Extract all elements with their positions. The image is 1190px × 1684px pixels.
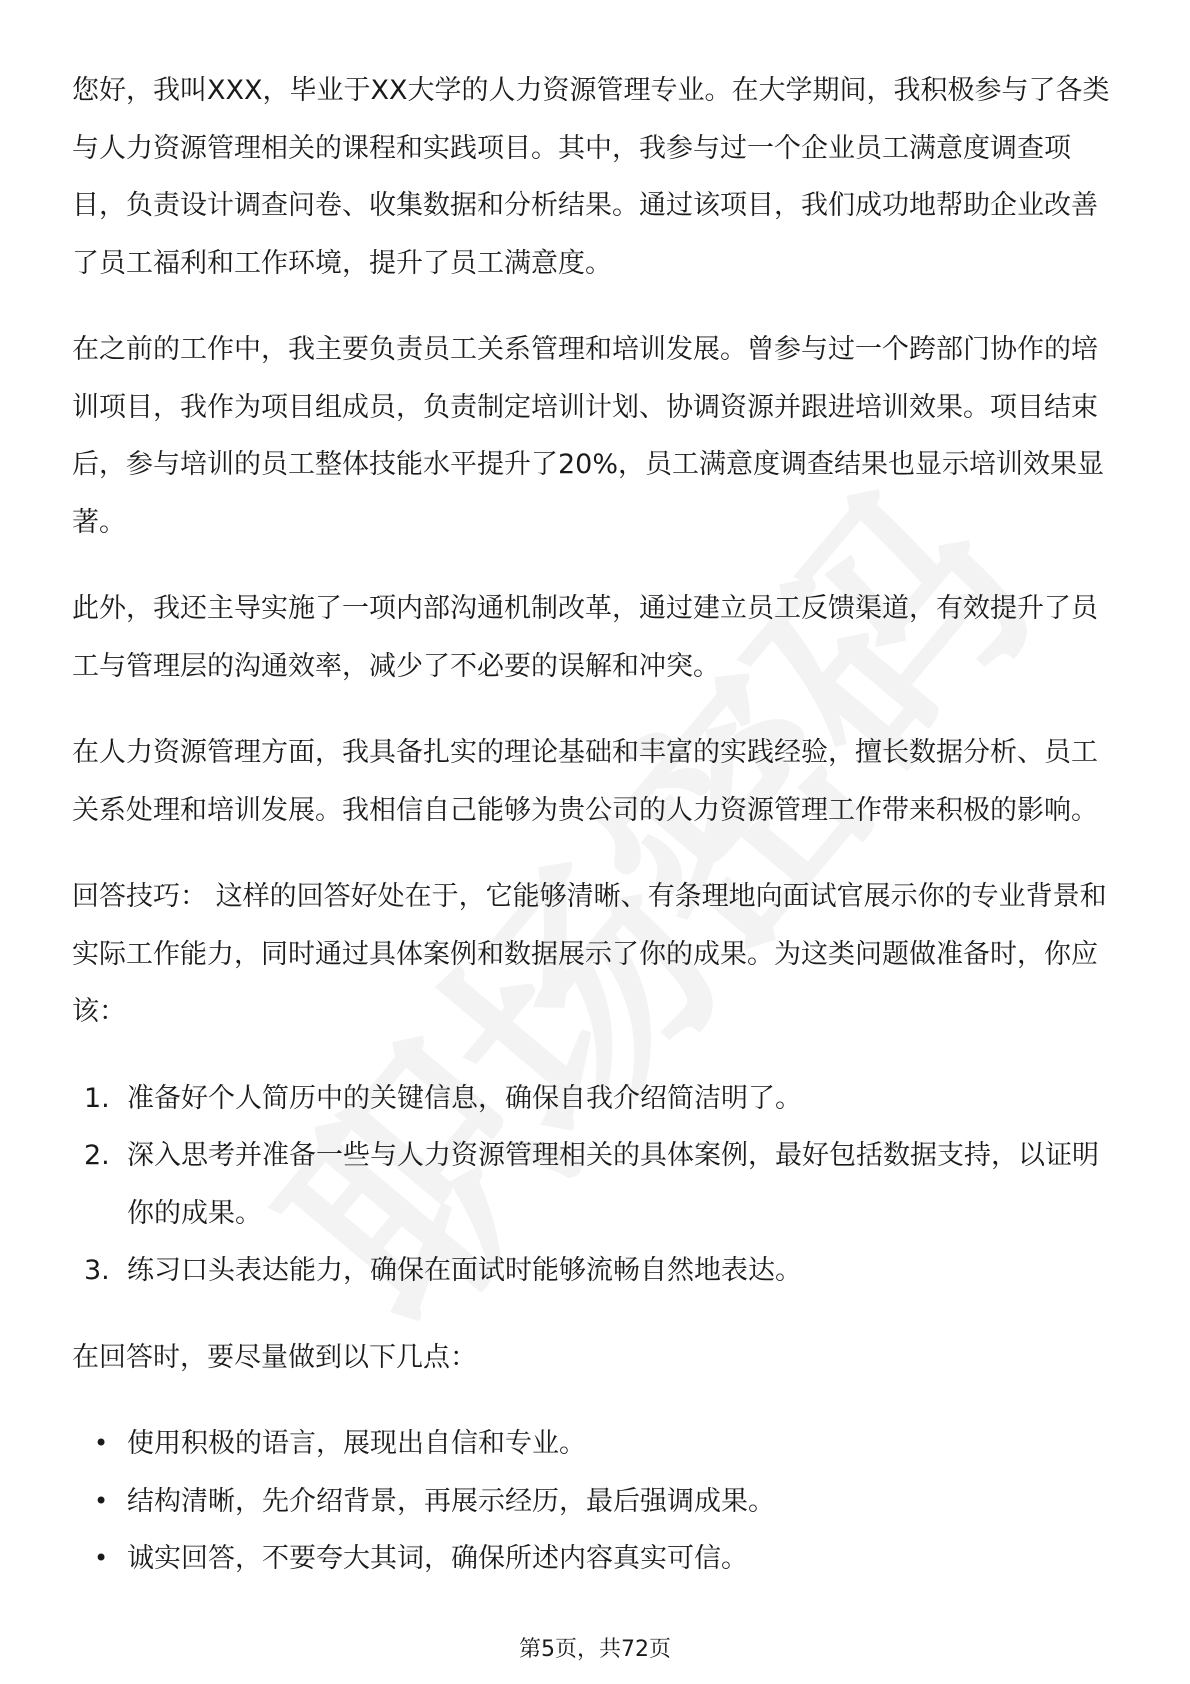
paragraph-previous-work: 在之前的工作中，我主要负责员工关系管理和培训发展。曾参与过一个跨部门协作的培训项目，我作为项目组成员，负责制定培训计划、协调资源并跟进培训效果。项目结束后，参与培训的员工整体技能水平提升了20%，员工满意度调查结果也显示培训效果显著。	[72, 334, 1105, 538]
paragraph-communication-reform: 此外，我还主导实施了一项内部沟通机制改革，通过建立员工反馈渠道，有效提升了员工与管理层的沟通效率，减少了不必要的误解和冲突。	[72, 593, 1098, 682]
page-number-footer: 第5页，共72页	[519, 1637, 671, 1662]
list-item	[72, 1530, 1122, 1588]
document-body	[72, 62, 1122, 1617]
paragraph-answer-tips: 回答技巧： 这样的回答好处在于，它能够清晰、有条理地向面试官展示你的专业背景和实际工作能力，同时通过具体案例和数据展示了你的成果。为这类问题做准备时，你应该：	[72, 881, 1107, 1027]
list-item-text: 使用积极的语言，展现出自信和专业。	[127, 1428, 586, 1459]
list-item-text: 诚实回答，不要夸大其词，确保所述内容真实可信。	[127, 1543, 748, 1574]
bullet-icon: •	[94, 1544, 109, 1572]
list-item-text: 结构清晰，先介绍背景，再展示经历，最后强调成果。	[127, 1485, 775, 1517]
list-item	[72, 1415, 1122, 1473]
list-item	[72, 1070, 1122, 1128]
list-marker: 1.	[84, 1082, 110, 1114]
list-item-text: 练习口头表达能力，确保在面试时能够流畅自然地表达。	[127, 1255, 802, 1286]
bullet-icon: •	[94, 1429, 109, 1457]
list-item	[72, 1242, 1122, 1300]
list-item-text: 深入思考并准备一些与人力资源管理相关的具体案例，最好包括数据支持，以证明你的成果。	[127, 1140, 1099, 1229]
bullet-icon: •	[94, 1486, 109, 1515]
bullet-list	[72, 1415, 1122, 1588]
paragraph-answer-points: 在回答时，要尽量做到以下几点：	[72, 1341, 477, 1373]
paragraph-intro: 您好，我叫XXX，毕业于XX大学的人力资源管理专业。在大学期间，我积极参与了各类与人力资源管理相关的课程和实践项目。其中，我参与过一个企业员工满意度调查项目，负责设计调查问卷、收集数据和分析结果。通过该项目，我们成功地帮助企业改善了员工福利和工作环境，提升了员工满意度。	[72, 75, 1110, 279]
list-item	[72, 1473, 1122, 1531]
list-item	[72, 1127, 1122, 1242]
list-marker: 2.	[84, 1140, 110, 1171]
paragraph-hr-strengths: 在人力资源管理方面，我具备扎实的理论基础和丰富的实践经验，擅长数据分析、员工关系处理和培训发展。我相信自己能够为贵公司的人力资源管理工作带来积极的影响。	[72, 737, 1098, 826]
numbered-list	[72, 1070, 1122, 1300]
list-item-text: 准备好个人简历中的关键信息，确保自我介绍简洁明了。	[127, 1082, 802, 1114]
list-marker: 3.	[84, 1255, 110, 1286]
